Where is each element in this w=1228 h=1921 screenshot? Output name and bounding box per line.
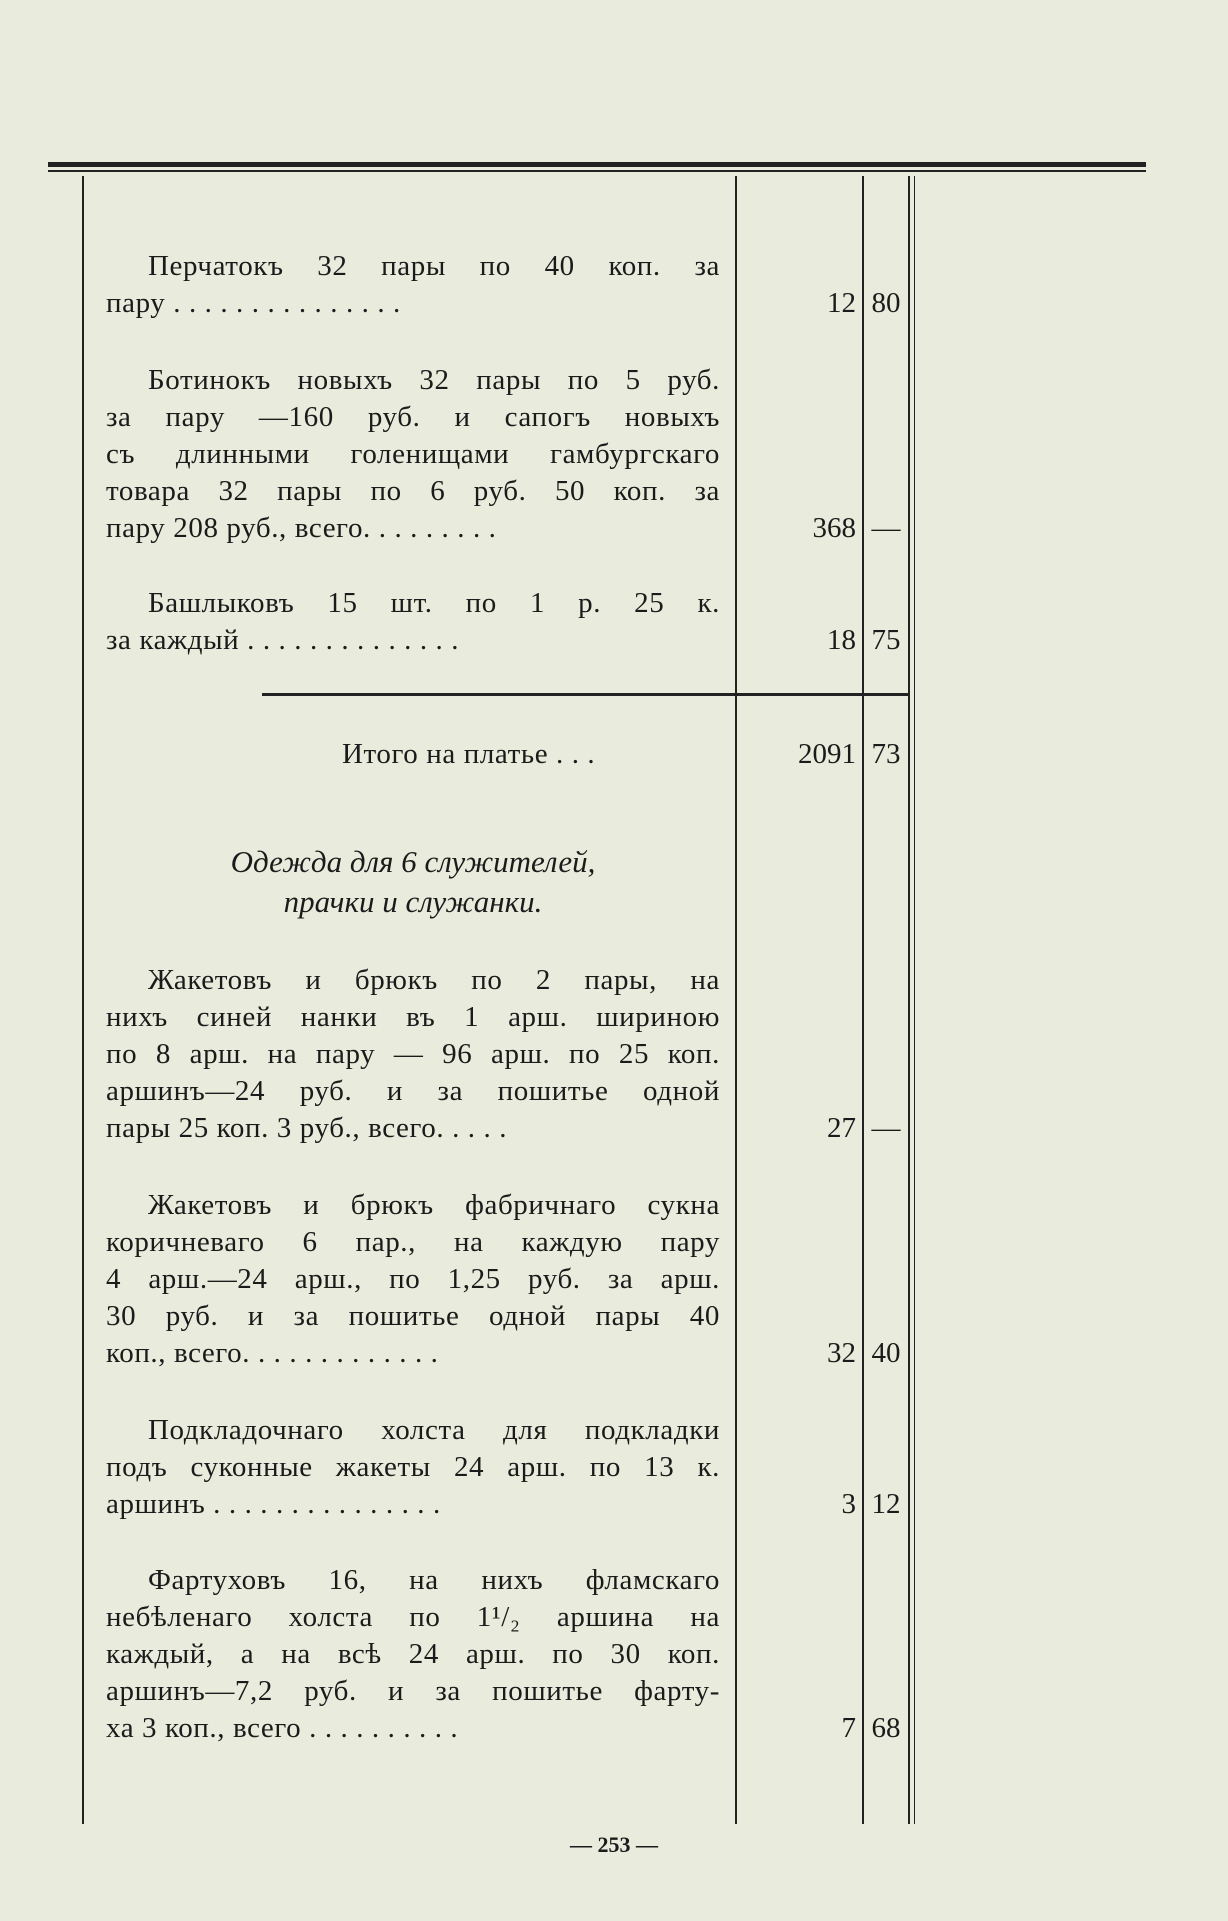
amount-kopecks: 75: [871, 624, 901, 656]
amount-kopecks: 80: [871, 287, 901, 319]
entry-line: Жакетовъ и брюкъ по 2 пары, на: [148, 964, 720, 996]
entry-jackets-cloth: [106, 1187, 720, 1372]
amount-kopecks: —: [871, 512, 901, 544]
amount-rubles: 7: [841, 1712, 856, 1744]
entry-line: 4 арш.—24 арш., по 1,25 руб. за арш.: [106, 1263, 720, 1295]
entry-line: Жакетовъ и брюкъ фабричнаго сукна: [148, 1189, 720, 1221]
amount-kopecks: 12: [871, 1488, 901, 1520]
entry-line: 30 руб. и за пошитье одной пары 40: [106, 1300, 720, 1332]
right-column-rule: [908, 176, 910, 1824]
amount-rubles: 368: [812, 512, 856, 544]
entry-gloves: [106, 248, 720, 322]
total-label: Итого на платье . . .: [342, 738, 596, 770]
entry-aprons: [106, 1562, 720, 1747]
entry-line: Фартуховъ 16, на нихъ фламскаго: [148, 1564, 720, 1596]
amount-kopecks: 40: [871, 1337, 901, 1369]
subtotal-rule: [262, 693, 908, 696]
entry-line: товара 32 пары по 6 руб. 50 коп. за: [106, 475, 720, 507]
entry-line: пары 25 коп. 3 руб., всего. . . . .: [106, 1112, 508, 1144]
entry-line: Ботинокъ новыхъ 32 пары по 5 руб.: [148, 364, 720, 396]
entry-line: пару 208 руб., всего. . . . . . . . .: [106, 512, 497, 544]
entry-line: аршинъ—24 руб. и за пошитье одной: [106, 1075, 720, 1107]
top-rule-thin: [48, 170, 1146, 172]
page-number: — 253 —: [570, 1832, 658, 1857]
entry-line: небѣленаго холста по 1¹/₂ аршина на: [106, 1601, 720, 1633]
section-heading-line: прачки и служанки.: [283, 884, 543, 919]
amount-rubles: 12: [827, 287, 856, 319]
entry-line: нихъ синей нанки въ 1 арш. шириною: [106, 1001, 720, 1033]
entry-line: пару . . . . . . . . . . . . . . .: [106, 287, 401, 319]
amount-rubles: 27: [827, 1112, 856, 1144]
total-row: [106, 736, 720, 773]
entry-line: по 8 арш. на пару — 96 арш. по 25 коп.: [106, 1038, 720, 1070]
entry-line: подъ суконные жакеты 24 арш. по 13 к.: [106, 1451, 720, 1483]
amount-column-rule: [735, 176, 737, 1824]
amount-kopecks: 68: [871, 1712, 901, 1744]
top-rule: [48, 162, 1146, 167]
entry-boots: [106, 362, 720, 547]
entry-line: съ длинными голенищами гамбургскаго: [106, 438, 720, 470]
entry-jackets-nankeen: [106, 962, 720, 1147]
section-heading: [106, 842, 720, 922]
entry-line: коп., всего. . . . . . . . . . . . .: [106, 1337, 439, 1369]
rubles-kopecks-rule: [862, 176, 864, 1824]
amount-kopecks: —: [871, 1112, 901, 1144]
amount-rubles: 3: [841, 1488, 856, 1520]
entry-line: коричневаго 6 пар., на каждую пару: [106, 1226, 720, 1258]
entry-line: аршинъ—7,2 руб. и за пошитье фарту-: [106, 1675, 720, 1707]
entry-line: за каждый . . . . . . . . . . . . . .: [106, 624, 460, 656]
entry-line: Подкладочнаго холста для подкладки: [148, 1414, 720, 1446]
entry-line: аршинъ . . . . . . . . . . . . . . .: [106, 1488, 441, 1520]
entry-lining-linen: [106, 1412, 720, 1523]
entry-line: за пару —160 руб. и сапогъ новыхъ: [106, 401, 720, 433]
entry-line: Башлыковъ 15 шт. по 1 р. 25 к.: [148, 587, 720, 619]
entry-line: Перчатокъ 32 пары по 40 коп. за: [148, 250, 720, 282]
total-kopecks: 73: [871, 738, 901, 770]
total-rubles: 2091: [798, 738, 856, 770]
entry-line: ха 3 коп., всего . . . . . . . . . .: [106, 1712, 459, 1744]
entry-hoods: [106, 585, 720, 659]
amount-rubles: 18: [827, 624, 856, 656]
right-column-rule-2: [914, 176, 915, 1824]
amount-rubles: 32: [827, 1337, 856, 1369]
entry-line: каждый, а на всѣ 24 арш. по 30 коп.: [106, 1638, 720, 1670]
left-column-rule: [82, 176, 84, 1824]
section-heading-line: Одежда для 6 служителей,: [230, 844, 596, 879]
